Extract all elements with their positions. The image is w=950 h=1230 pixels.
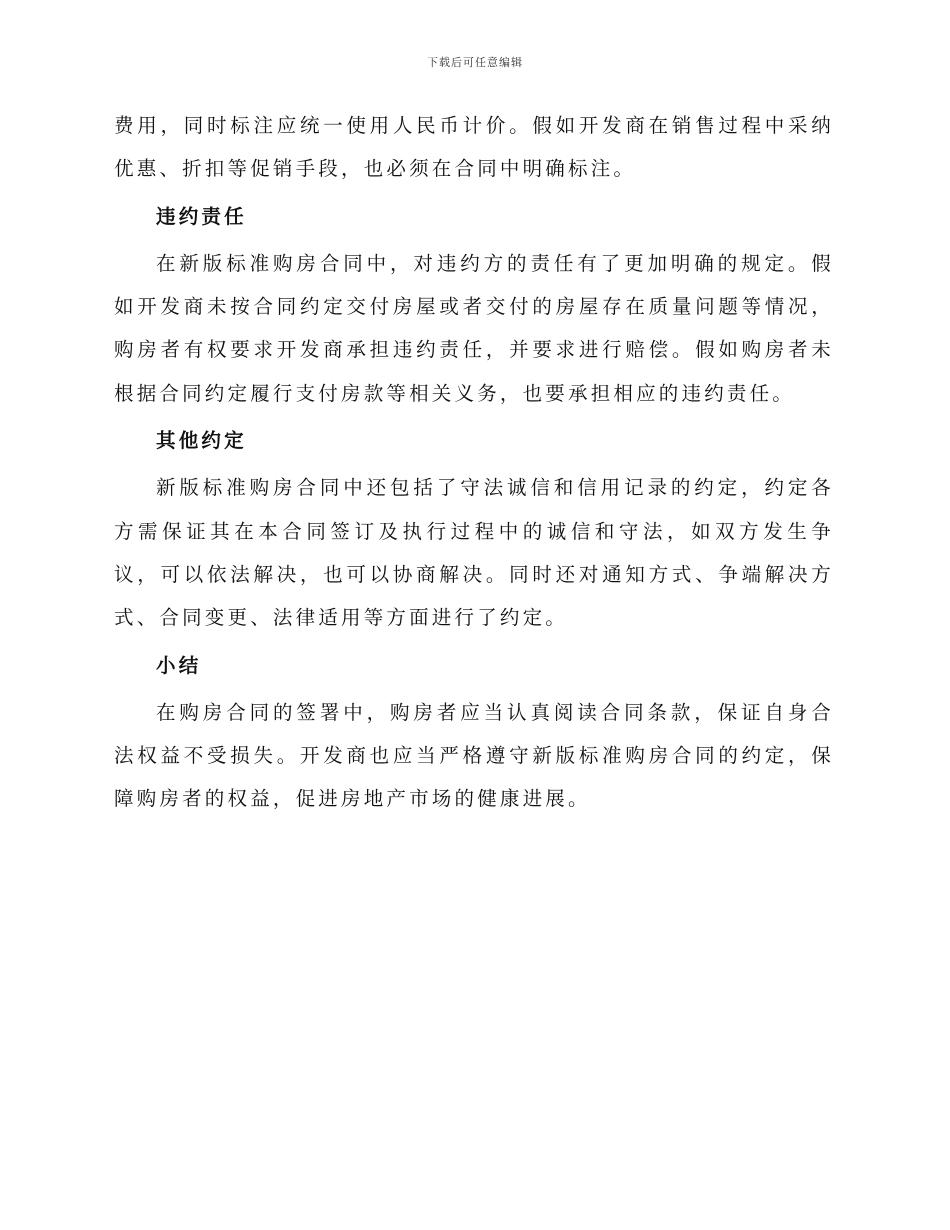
document-body [114,104,834,821]
other-agreements-paragraph: 新版标准购房合同中还包括了守法诚信和信用记录的约定，约定各方需保证其在本合同签订及执行过程中的诚信和守法，如双方发生争议，可以依法解决，也可以协商解决。同时还对通知方式、争端解决方式、合同变更、法律适用等方面进行了约定。 [114,476,834,630]
section-heading-summary: 小结 [156,653,202,677]
page-header: 下载后可任意编辑 [427,56,523,69]
summary-paragraph: 在购房合同的签署中，购房者应当认真阅读合同条款，保证自身合法权益不受损失。开发商也应当严格遵守新版标准购房合同的约定，保障购房者的权益，促进房地产市场的健康进展。 [114,700,834,811]
section-heading-breach-liability: 违约责任 [156,204,247,228]
breach-liability-paragraph: 在新版标准购房合同中，对违约方的责任有了更加明确的规定。假如开发商未按合同约定交付房屋或者交付的房屋存在质量问题等情况，购房者有权要求开发商承担违约责任，并要求进行赔偿。假如购房者未根据合同约定履行支付房款等相关义务，也要承担相应的违约责任。 [114,251,834,405]
section-heading-other-agreements: 其他约定 [156,429,247,453]
continued-paragraph: 费用，同时标注应统一使用人民币计价。假如开发商在销售过程中采纳优惠、折扣等促销手段，也必须在合同中明确标注。 [114,114,834,181]
